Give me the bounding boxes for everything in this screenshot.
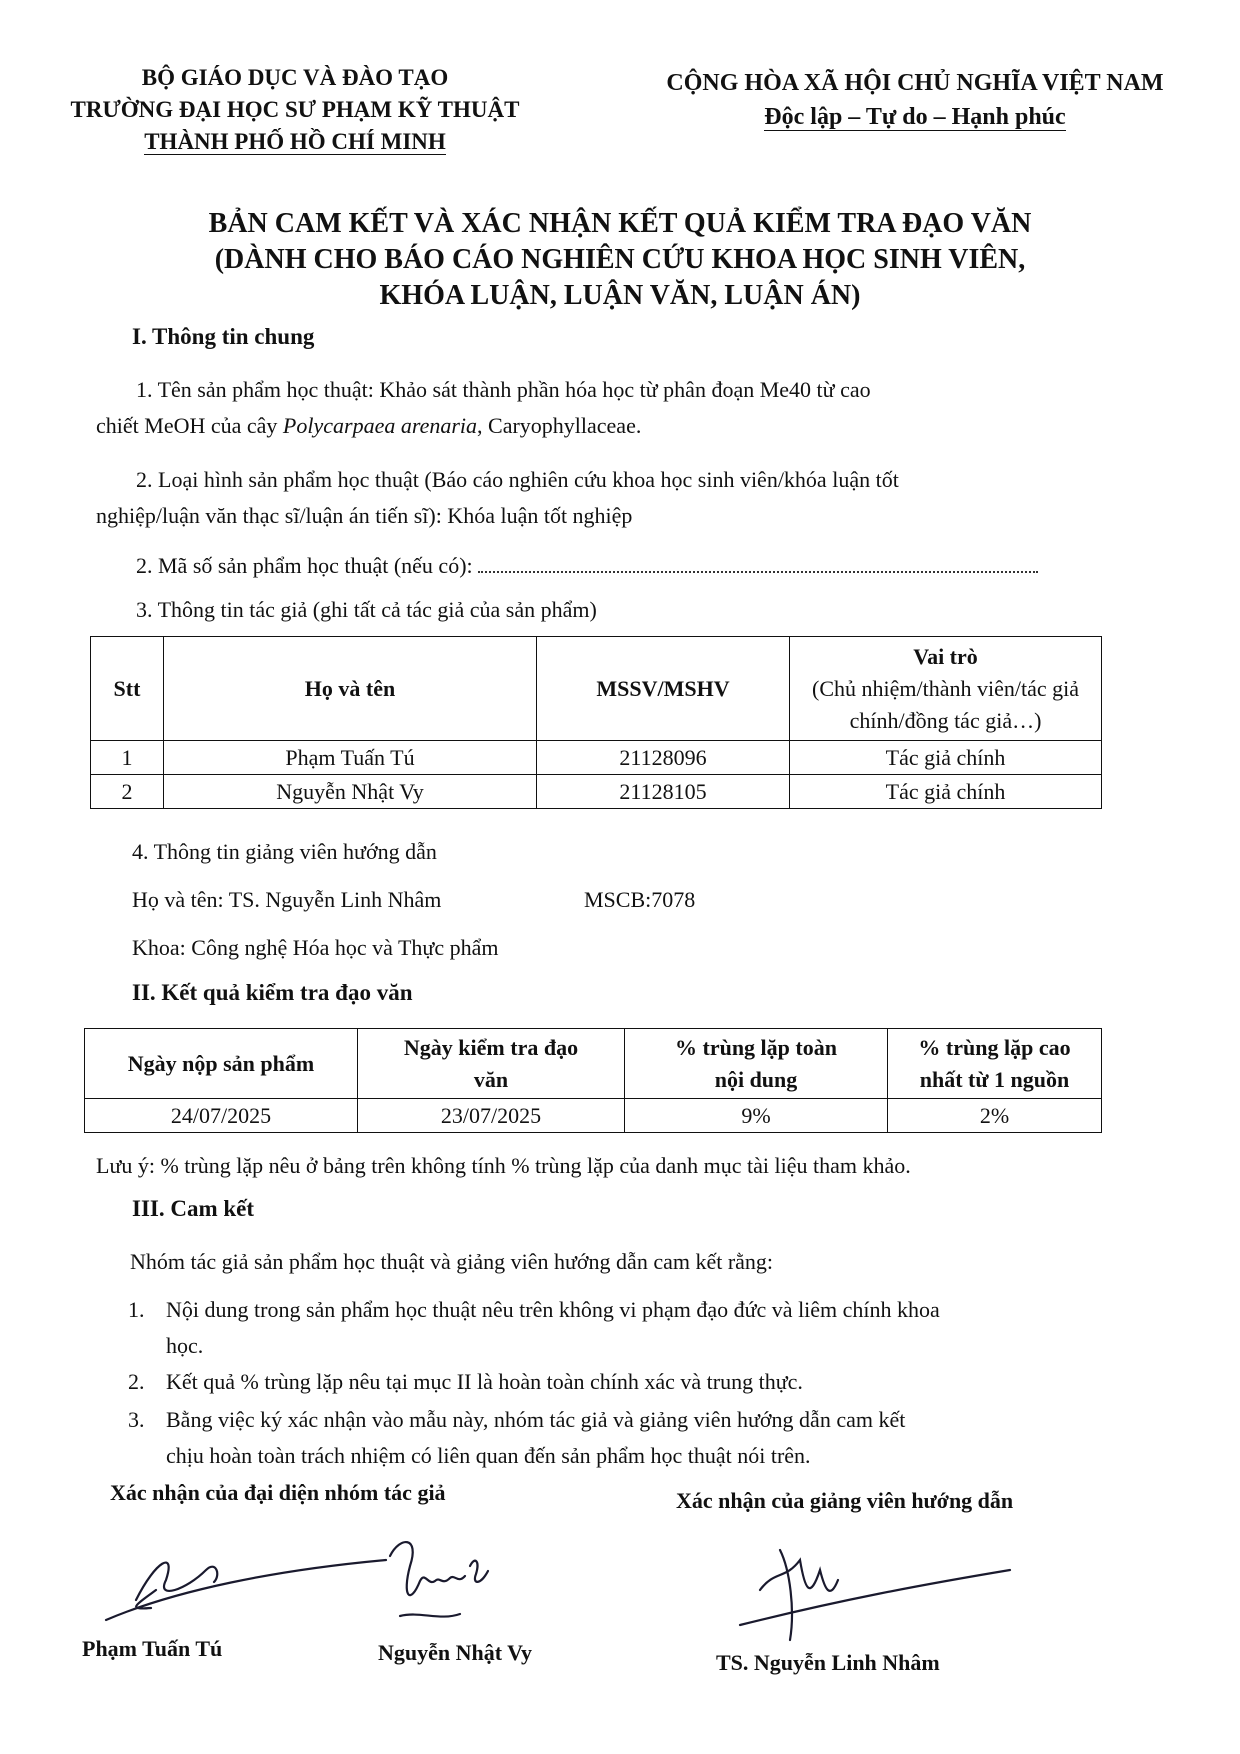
species-name: Polycarpaea arenaria [282, 413, 478, 438]
author-rep-signature-label: Xác nhận của đại diện nhóm tác giả [110, 1480, 446, 1505]
authors-table-header: Stt Họ và tên MSSV/MSHV Vai trò (Chủ nhiệm/thành viên/tác giả chính/đồng tác giả…) [91, 637, 1102, 741]
advisor-signature-name: TS. Nguyễn Linh Nhâm [716, 1650, 940, 1675]
signature-nguyen-nhat-vy [380, 1526, 540, 1636]
commitment-item-3: 3. Bằng việc ký xác nhận vào mẫu này, nhóm tác giả và giảng viên hướng dẫn cam kết chịu hoàn toàn trách nhiệm có liên quan đến sản phẩm học thuật nói trên. [128, 1407, 906, 1468]
section3-heading: III. Cam kết [132, 1196, 255, 1221]
product-code-blank [478, 553, 1038, 573]
item2b-product-code: 2. Mã số sản phẩm học thuật (nếu có): [136, 548, 1038, 584]
author1-name: Phạm Tuấn Tú [82, 1636, 223, 1661]
advisor-signature-label: Xác nhận của giảng viên hướng dẫn [676, 1488, 1014, 1513]
university-city: THÀNH PHỐ HỒ CHÍ MINH [144, 129, 446, 154]
commitment-item-1: 1. Nội dung trong sản phẩm học thuật nêu trên không vi phạm đạo đức và liêm chính khoa học. [128, 1297, 940, 1358]
commitment-intro: Nhóm tác giả sản phẩm học thuật và giảng viên hướng dẫn cam kết rằng: [130, 1249, 774, 1274]
item2-product-type: 2. Loại hình sản phẩm học thuật (Báo cáo nghiên cứu khoa học sinh viên/khóa luận tốt nghiệp/luận văn thạc sĩ/luận án tiến sĩ): Khóa luận tốt nghiệp [96, 467, 899, 528]
national-motto: Độc lập – Tự do – Hạnh phúc [764, 104, 1066, 130]
ministry-name: BỘ GIÁO DỤC VÀ ĐÀO TẠO [141, 65, 449, 90]
signature-pham-tuan-tu [96, 1530, 396, 1630]
max-single-source-similarity: 2% [888, 1099, 1102, 1133]
item1-product-name: 1. Tên sản phẩm học thuật: Khảo sát thành phần hóa học từ phân đoạn Me40 từ cao chiết MeOH của cây Polycarpaea arenaria, Caryophyllaceae. [96, 377, 871, 438]
section2-heading: II. Kết quả kiểm tra đạo văn [132, 980, 413, 1005]
item3-author-info: 3. Thông tin tác giả (ghi tất cả tác giả của sản phẩm) [136, 597, 597, 622]
submission-date: 24/07/2025 [85, 1099, 358, 1133]
plagiarism-note: Lưu ý: % trùng lặp nêu ở bảng trên không tính % trùng lặp của danh mục tài liệu tham khảo. [96, 1153, 911, 1178]
country-name: CỘNG HÒA XÃ HỘI CHỦ NGHĨA VIỆT NAM [666, 70, 1164, 96]
advisor-code: MSCB:7078 [584, 887, 696, 912]
national-header [620, 66, 1210, 134]
signature-ts-nguyen-linh-nham [720, 1530, 1020, 1650]
table-row [85, 1099, 1102, 1133]
title-line-1: BẢN CAM KẾT VÀ XÁC NHẬN KẾT QUẢ KIỂM TRA ĐẠO VĂN [208, 208, 1032, 239]
check-date: 23/07/2025 [358, 1099, 625, 1133]
title-line-2: (DÀNH CHO BÁO CÁO NGHIÊN CỨU KHOA HỌC SINH VIÊN, [214, 244, 1026, 275]
section1-heading: I. Thông tin chung [132, 324, 315, 349]
item4-advisor-info: 4. Thông tin giảng viên hướng dẫn [132, 839, 437, 864]
advisor-name: Họ và tên: TS. Nguyễn Linh Nhâm [132, 887, 442, 912]
table-row: 2 Nguyễn Nhật Vy 21128105 Tác giả chính [91, 775, 1102, 809]
advisor-faculty: Khoa: Công nghệ Hóa học và Thực phẩm [132, 935, 499, 960]
ministry-header [40, 62, 550, 158]
authors-table [90, 636, 1102, 809]
plagiarism-result-table [84, 1028, 1102, 1133]
result-table-header: Ngày nộp sản phẩm Ngày kiểm tra đạo văn % trùng lặp toàn nội dung % trùng lặp cao nhất từ 1 nguồn [85, 1029, 1102, 1099]
document-title [60, 206, 1180, 314]
university-name: TRƯỜNG ĐẠI HỌC SƯ PHẠM KỸ THUẬT [70, 97, 520, 122]
table-row: 1 Phạm Tuấn Tú 21128096 Tác giả chính [91, 741, 1102, 775]
author2-name: Nguyễn Nhật Vy [378, 1640, 533, 1665]
commitment-item-2: 2. Kết quả % trùng lặp nêu tại mục II là hoàn toàn chính xác và trung thực. [128, 1369, 803, 1394]
total-similarity: 9% [625, 1099, 888, 1133]
title-line-3: KHÓA LUẬN, LUẬN VĂN, LUẬN ÁN) [379, 280, 861, 311]
